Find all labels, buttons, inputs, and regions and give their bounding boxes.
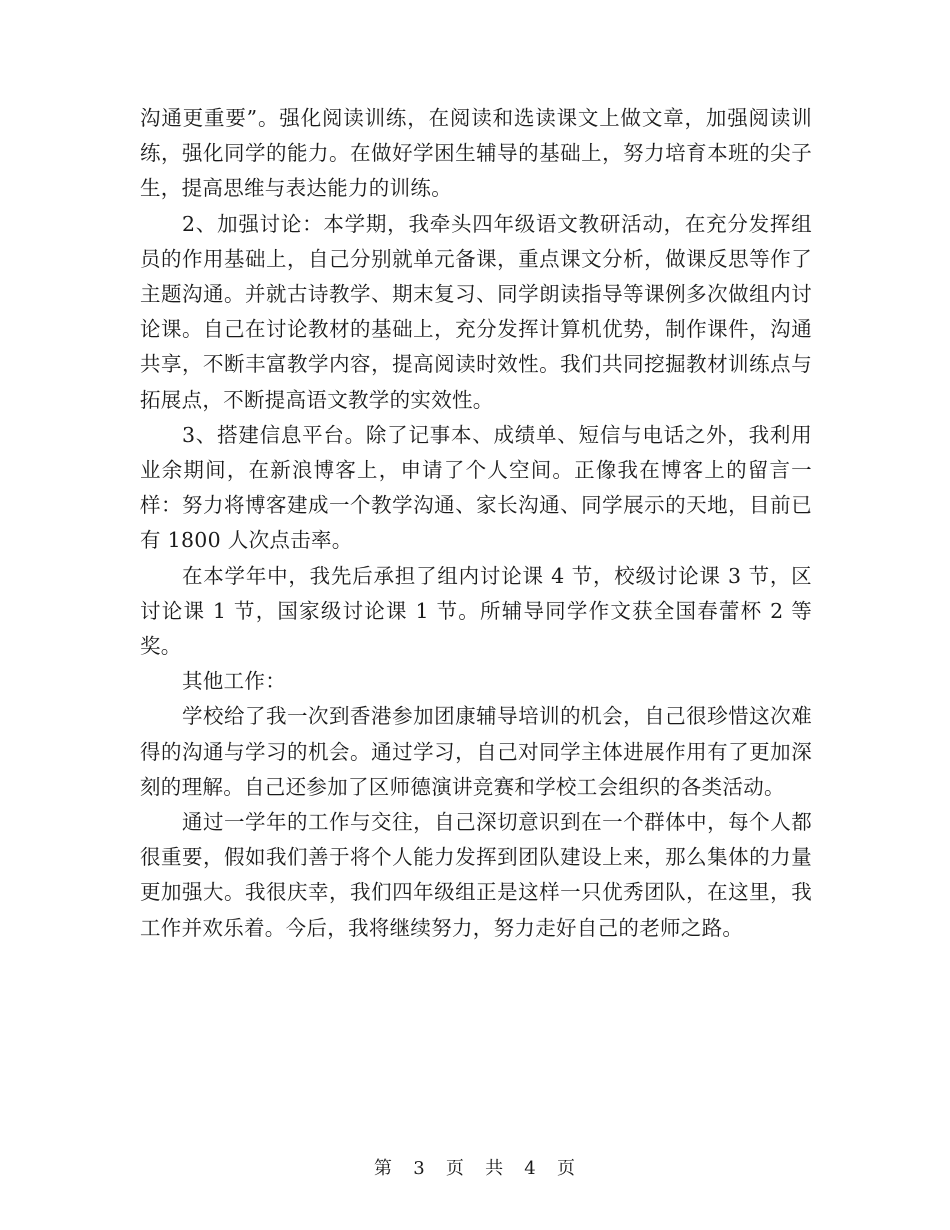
document-body [140, 101, 812, 946]
footer-label-page: 第 [374, 1158, 394, 1179]
paragraph-1: 沟通更重要”。强化阅读训练，在阅读和选读课文上做文章，加强阅读训练，强化同学的能力。在做好学困生辅导的基础上，努力培育本班的尖子生，提高思维与表达能力的训练。 [140, 106, 812, 201]
paragraph-2: 2、加强讨论：本学期，我牵头四年级语文教研活动，在充分发挥组员的作用基础上，自己分别就单元备课，重点课文分析，做课反思等作了主题沟通。并就古诗教学、期末复习、同学朗读指导等课例多次做组内讨论课。自己在讨论教材的基础上，充分发挥计算机优势，制作课件，沟通共享，不断丰富教学内容，提高阅读时效性。我们共同挖掘教材训练点与拓展点，不断提高语文教学的实效性。 [140, 211, 812, 412]
paragraph-7: 通过一学年的工作与交往，自己深切意识到在一个群体中，每个人都很重要，假如我们善于将个人能力发挥到团队建设上来，那么集体的力量更加强大。我很庆幸，我们四年级组正是这样一只优秀团队，在这里，我工作并欢乐着。今后，我将继续努力，努力走好自己的老师之路。 [140, 810, 812, 940]
paragraph-3: 3、搭建信息平台。除了记事本、成绩单、短信与电话之外，我利用业余期间，在新浪博客上，申请了个人空间。正像我在博客上的留言一样：努力将博客建成一个教学沟通、家长沟通、同学展示的天地，目前已有 1800 人次点击率。 [140, 422, 812, 553]
footer-label-total-unit: 页 [556, 1158, 576, 1179]
footer-current-page: 3 [413, 1158, 426, 1179]
paragraph-6: 学校给了我一次到香港参加团康辅导培训的机会，自己很珍惜这次难得的沟通与学习的机会。通过学习，自己对同学主体进展作用有了更加深刻的理解。自己还参加了区师德演讲竞赛和学校工会组织的各类活动。 [140, 704, 812, 799]
paragraph-4: 在本学年中，我先后承担了组内讨论课 4 节，校级讨论课 3 节，区讨论课 1 节，国家级讨论课 1 节。所辅导同学作文获全国春蕾杯 2 等奖。 [140, 563, 812, 659]
footer-label-page-unit: 页 [445, 1158, 465, 1179]
paragraph-5: 其他工作： [182, 669, 286, 694]
footer-label-total: 共 [485, 1158, 505, 1179]
page-footer [0, 1154, 950, 1180]
footer-total-pages: 4 [524, 1158, 537, 1179]
